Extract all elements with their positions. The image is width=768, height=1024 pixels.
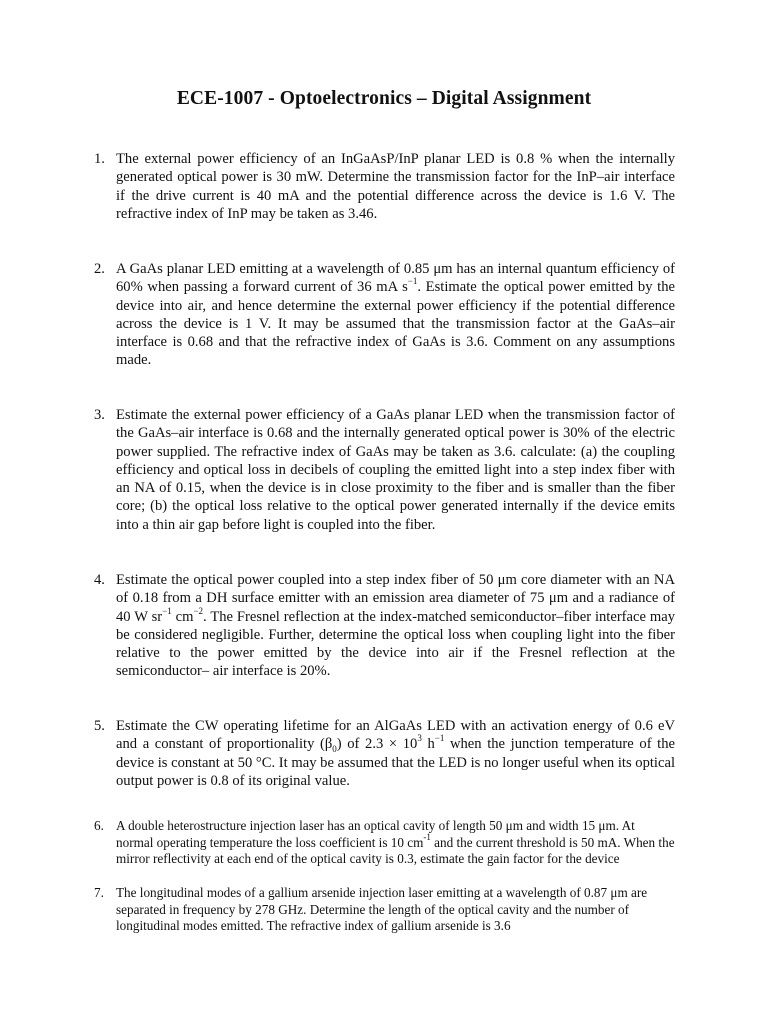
question-text: A GaAs planar LED emitting at a wavelength of 0.85 μm has an internal quantum efficiency of 60% when passing a forward current of 36 mA $s^{-1}$. Estimate the optical power emitted by the device into air, and hence determine the external power efficiency if the potential difference across the device is 1 V. It may be assumed that the transmission factor at the GaAs–air interface is 0.68 and that the refractive index of GaAs is 3.6. Comment on any assumptions made.	[116, 261, 676, 369]
question-4	[94, 571, 675, 681]
question-text: Estimate the optical power coupled into a step index fiber of 50 μm core diameter with an NA of 0.18 from a DH surface emitter with an emission area diameter of 75 μm and a radiance of 40 W $sr^{-1}$ $cm^{-2}$. The Fresnel reflection at the index-matched semiconductor–fiber interface may be considered negligible. Further, determine the optical loss when coupling light into the fiber relative to the power emitted by the device into air if the Fresnel reflection at the semiconductor– air interface is 20%.	[116, 572, 675, 680]
question-number: 2.	[94, 261, 105, 277]
question-number: 4.	[94, 572, 105, 588]
question-text: A double heterostructure injection laser has an optical cavity of length 50 μm and width 15 μm. At normal operating temperature the loss coefficient is 10 $cm^{-1}$ and the current threshold is 50 mA. When the mirror reflectivity at each end of the optical cavity is 0.3, estimate the gain factor for the device	[116, 818, 675, 867]
question-text: Estimate the CW operating lifetime for an AlGaAs LED with an activation energy of 0.6 eV and a constant of proportionality $(\beta_0)$ of $2.3 \times 10^3$ $h^{-1}$ when the junction temperature of the device is constant at 50 °C. It may be assumed that the LED is no longer useful when its optical output power is 0.8 of its original value.	[116, 718, 675, 789]
question-text: The external power efficiency of an InGaAsP/InP planar LED is 0.8 % when the internally generated optical power is 30 mW. Determine the transmission factor for the InP–air interface if the drive current is 40 mA and the potential difference across the device is 1.6 V. The refractive index of InP may be taken as 3.46.	[116, 151, 675, 222]
page-title: ECE-1007 - Optoelectronics – Digital Assignment	[176, 88, 592, 109]
question-number: 1.	[94, 151, 105, 167]
question-2	[94, 260, 675, 370]
question-number: 7.	[94, 885, 104, 900]
question-number: 5.	[94, 718, 105, 734]
question-number: 3.	[94, 407, 105, 423]
question-3	[94, 406, 675, 534]
question-7	[94, 885, 675, 935]
question-1	[94, 150, 675, 223]
question-6	[94, 818, 675, 868]
question-text: The longitudinal modes of a gallium arsenide injection laser emitting at a wavelength of 0.87 μm are separated in frequency by 278 GHz. Determine the length of the optical cavity and the number of longitudinal modes emitted. The refractive index of gallium arsenide is 3.6	[116, 885, 648, 934]
question-text: Estimate the external power efficiency of a GaAs planar LED when the transmission factor of the GaAs–air interface is 0.68 and the internally generated optical power is 30% of the electric power supplied. The refractive index of GaAs may be taken as 3.6. calculate: (a) the coupling efficiency and optical loss in decibels of coupling the emitted light into a step index fiber with an NA of 0.15, when the device is in close proximity to the fiber and is smaller than the fiber core; (b) the optical loss relative to the optical power generated internally if the device emits into a thin air gap before light is coupled into the fiber.	[116, 407, 675, 533]
question-number: 6.	[94, 818, 104, 833]
question-5	[94, 717, 675, 790]
